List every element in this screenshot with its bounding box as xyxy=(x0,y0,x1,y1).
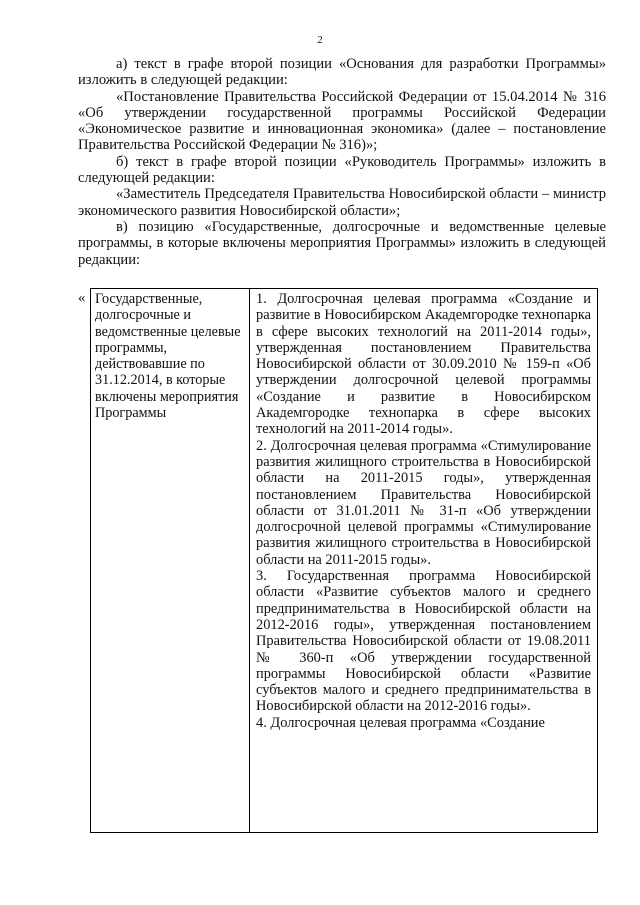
paragraph-a: а) текст в графе второй позиции «Основания для разработки Программы» изложить в следующей редакции: xyxy=(78,56,606,89)
quote-head: «Заместитель Председателя Правительства Новосибирской области – министр экономического развития Новосибирской области»; xyxy=(78,186,606,219)
program-item-1: 1. Долгосрочная целевая программа «Создание и развитие в Новосибирском Академгородке технопарка в сфере высоких технологий на 2011-2014 годы», утвержденная постановлением Правительства Новосибирской области от 30.09.2010 № 159-п «Об утверждении долгосрочной целевой программы «Создание и развитие в Новосибирском Академгородке технопарка в сфере высоких технологий на 2011-2014 годы». xyxy=(256,291,591,438)
program-item-3: 3. Государственная программа Новосибирской области «Развитие субъектов малого и среднего предпринимательства в Новосибирской области на 2012-2016 годы», утвержденная постановлением Правительства Новосибирской области от 19.08.2011 № 360-п «Об утверждении государственной программы Новосибирской области «Развитие субъектов малого и среднего предпринимательства в Новосибирской области на 2012-2016 годы». xyxy=(256,568,591,715)
paragraph-v: в) позицию «Государственные, долгосрочные и ведомственные целевые программы, в которые включены мероприятия Программы» изложить в следующей редакции: xyxy=(78,218,606,268)
table-open-quote: « xyxy=(78,290,86,306)
table-right-cell xyxy=(250,289,597,832)
program-item-4: 4. Долгосрочная целевая программа «Создание xyxy=(256,714,545,731)
program-item-2: 2. Долгосрочная целевая программа «Стимулирование развития жилищного строительства в Новосибирской области на 2011-2015 годы», утвержденная постановлением Правительства Новосибирской области от 31.01.2011 № 31-п «Об утверждении долгосрочной целевой программы «Стимулирование развития жилищного строительства в Новосибирской области на 2011-2015 годы». xyxy=(256,437,591,568)
table-left-cell: Государственные, долгосрочные и ведомственные целевые программы, действовавшие по 31.12.2014, в которые включены мероприятия Программы xyxy=(91,289,250,832)
programs-table xyxy=(90,288,598,833)
document-body xyxy=(78,56,606,268)
quote-resolution: «Постановление Правительства Российской Федерации от 15.04.2014 № 316 «Об утверждении государственной программы Российской Федерации «Экономическое развитие и инновационная экономика» (далее – постановление Правительства Российской Федерации № 316)»; xyxy=(78,88,606,154)
page-number: 2 xyxy=(317,34,323,46)
paragraph-b: б) текст в графе второй позиции «Руководитель Программы» изложить в следующей редакции: xyxy=(78,153,606,187)
